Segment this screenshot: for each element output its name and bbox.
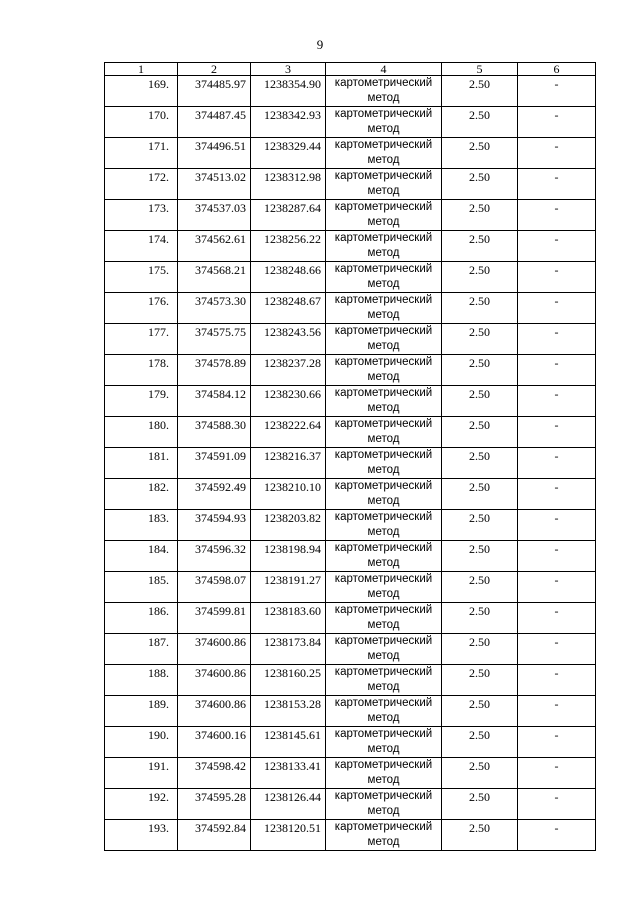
method-label-line-1: картометрический <box>334 201 433 213</box>
accuracy-cell: 2.50 <box>442 696 518 727</box>
x-coordinate-cell: 374487.45 <box>178 107 251 138</box>
point-number-cell: 188. <box>105 665 178 696</box>
y-coordinate-cell: 1238354.90 <box>251 76 326 107</box>
point-number-cell: 180. <box>105 417 178 448</box>
accuracy-cell: 2.50 <box>442 169 518 200</box>
accuracy-cell: 2.50 <box>442 76 518 107</box>
method-label-line-1: картометрический <box>334 635 433 647</box>
y-coordinate-cell: 1238120.51 <box>251 820 326 851</box>
method-cell <box>326 355 442 386</box>
method-label-line-1: картометрический <box>334 666 433 678</box>
point-number-cell: 171. <box>105 138 178 169</box>
method-cell <box>326 634 442 665</box>
y-coordinate-cell: 1238216.37 <box>251 448 326 479</box>
point-number-cell: 190. <box>105 727 178 758</box>
x-coordinate-cell: 374584.12 <box>178 386 251 417</box>
method-label-line-2: метод <box>367 774 400 786</box>
method-label-line-2: метод <box>367 557 400 569</box>
table-row <box>105 510 596 541</box>
table-row <box>105 665 596 696</box>
accuracy-cell: 2.50 <box>442 448 518 479</box>
accuracy-cell: 2.50 <box>442 541 518 572</box>
note-cell: - <box>518 789 596 820</box>
accuracy-cell: 2.50 <box>442 386 518 417</box>
method-label-line-2: метод <box>367 712 400 724</box>
y-coordinate-cell: 1238183.60 <box>251 603 326 634</box>
table-row <box>105 169 596 200</box>
method-label-line-2: метод <box>367 154 400 166</box>
coordinates-table <box>104 62 596 851</box>
y-coordinate-cell: 1238191.27 <box>251 572 326 603</box>
method-cell <box>326 696 442 727</box>
accuracy-cell: 2.50 <box>442 231 518 262</box>
point-number-cell: 169. <box>105 76 178 107</box>
note-cell: - <box>518 417 596 448</box>
note-cell: - <box>518 634 596 665</box>
table-row <box>105 231 596 262</box>
y-coordinate-cell: 1238256.22 <box>251 231 326 262</box>
y-coordinate-cell: 1238237.28 <box>251 355 326 386</box>
method-label-line-2: метод <box>367 247 400 259</box>
y-coordinate-cell: 1238126.44 <box>251 789 326 820</box>
method-label-line-2: метод <box>367 433 400 445</box>
method-label-line-1: картометрический <box>334 108 433 120</box>
y-coordinate-cell: 1238312.98 <box>251 169 326 200</box>
method-label-line-1: картометрический <box>334 728 433 740</box>
note-cell: - <box>518 541 596 572</box>
table-row <box>105 448 596 479</box>
column-header: 2 <box>178 63 251 76</box>
method-label-line-2: метод <box>367 743 400 755</box>
method-cell <box>326 169 442 200</box>
x-coordinate-cell: 374591.09 <box>178 448 251 479</box>
note-cell: - <box>518 603 596 634</box>
method-label-line-2: метод <box>367 340 400 352</box>
method-cell <box>326 386 442 417</box>
method-cell <box>326 727 442 758</box>
accuracy-cell: 2.50 <box>442 200 518 231</box>
x-coordinate-cell: 374485.97 <box>178 76 251 107</box>
point-number-cell: 182. <box>105 479 178 510</box>
accuracy-cell: 2.50 <box>442 293 518 324</box>
method-label-line-1: картометрический <box>334 449 433 461</box>
table-row <box>105 789 596 820</box>
method-cell <box>326 789 442 820</box>
point-number-cell: 184. <box>105 541 178 572</box>
method-cell <box>326 324 442 355</box>
method-cell <box>326 541 442 572</box>
point-number-cell: 181. <box>105 448 178 479</box>
table-row <box>105 758 596 789</box>
point-number-cell: 174. <box>105 231 178 262</box>
method-label-line-2: метод <box>367 588 400 600</box>
method-label-line-2: метод <box>367 402 400 414</box>
method-label-line-1: картометрический <box>334 325 433 337</box>
method-label-line-1: картометрический <box>334 139 433 151</box>
table-row <box>105 386 596 417</box>
page-number: 9 <box>316 37 324 52</box>
x-coordinate-cell: 374598.07 <box>178 572 251 603</box>
table-row <box>105 200 596 231</box>
accuracy-cell: 2.50 <box>442 727 518 758</box>
note-cell: - <box>518 510 596 541</box>
table-row <box>105 634 596 665</box>
note-cell: - <box>518 572 596 603</box>
method-label-line-1: картометрический <box>334 542 433 554</box>
table-row <box>105 541 596 572</box>
method-cell <box>326 293 442 324</box>
note-cell: - <box>518 262 596 293</box>
point-number-cell: 192. <box>105 789 178 820</box>
y-coordinate-cell: 1238145.61 <box>251 727 326 758</box>
note-cell: - <box>518 479 596 510</box>
point-number-cell: 179. <box>105 386 178 417</box>
method-cell <box>326 200 442 231</box>
x-coordinate-cell: 374592.84 <box>178 820 251 851</box>
method-label-line-2: метод <box>367 650 400 662</box>
accuracy-cell: 2.50 <box>442 634 518 665</box>
x-coordinate-cell: 374513.02 <box>178 169 251 200</box>
accuracy-cell: 2.50 <box>442 138 518 169</box>
method-label-line-1: картометрический <box>334 697 433 709</box>
method-label-line-2: метод <box>367 309 400 321</box>
note-cell: - <box>518 665 596 696</box>
x-coordinate-cell: 374578.89 <box>178 355 251 386</box>
y-coordinate-cell: 1238153.28 <box>251 696 326 727</box>
y-coordinate-cell: 1238248.66 <box>251 262 326 293</box>
x-coordinate-cell: 374600.86 <box>178 696 251 727</box>
point-number-cell: 178. <box>105 355 178 386</box>
method-label-line-1: картометрический <box>334 387 433 399</box>
y-coordinate-cell: 1238160.25 <box>251 665 326 696</box>
table-row <box>105 355 596 386</box>
y-coordinate-cell: 1238230.66 <box>251 386 326 417</box>
table-row <box>105 417 596 448</box>
x-coordinate-cell: 374573.30 <box>178 293 251 324</box>
table-header-row <box>105 63 596 76</box>
point-number-cell: 172. <box>105 169 178 200</box>
x-coordinate-cell: 374496.51 <box>178 138 251 169</box>
method-cell <box>326 665 442 696</box>
accuracy-cell: 2.50 <box>442 572 518 603</box>
point-number-cell: 187. <box>105 634 178 665</box>
method-label-line-1: картометрический <box>334 77 433 89</box>
method-cell <box>326 76 442 107</box>
method-label-line-1: картометрический <box>334 232 433 244</box>
method-cell <box>326 820 442 851</box>
method-cell <box>326 448 442 479</box>
point-number-cell: 175. <box>105 262 178 293</box>
y-coordinate-cell: 1238287.64 <box>251 200 326 231</box>
table-row <box>105 572 596 603</box>
y-coordinate-cell: 1238133.41 <box>251 758 326 789</box>
method-cell <box>326 262 442 293</box>
accuracy-cell: 2.50 <box>442 510 518 541</box>
note-cell: - <box>518 324 596 355</box>
point-number-cell: 186. <box>105 603 178 634</box>
method-cell <box>326 603 442 634</box>
y-coordinate-cell: 1238210.10 <box>251 479 326 510</box>
method-label-line-2: метод <box>367 495 400 507</box>
point-number-cell: 177. <box>105 324 178 355</box>
accuracy-cell: 2.50 <box>442 758 518 789</box>
y-coordinate-cell: 1238243.56 <box>251 324 326 355</box>
x-coordinate-cell: 374562.61 <box>178 231 251 262</box>
method-label-line-2: метод <box>367 371 400 383</box>
method-label-line-1: картометрический <box>334 170 433 182</box>
method-label-line-2: метод <box>367 464 400 476</box>
method-label-line-1: картометрический <box>334 480 433 492</box>
note-cell: - <box>518 138 596 169</box>
x-coordinate-cell: 374537.03 <box>178 200 251 231</box>
method-label-line-2: метод <box>367 681 400 693</box>
accuracy-cell: 2.50 <box>442 417 518 448</box>
method-label-line-1: картометрический <box>334 511 433 523</box>
accuracy-cell: 2.50 <box>442 789 518 820</box>
method-label-line-1: картометрический <box>334 573 433 585</box>
y-coordinate-cell: 1238342.93 <box>251 107 326 138</box>
method-label-line-1: картометрический <box>334 604 433 616</box>
method-cell <box>326 417 442 448</box>
note-cell: - <box>518 727 596 758</box>
method-cell <box>326 572 442 603</box>
method-label-line-2: метод <box>367 92 400 104</box>
point-number-cell: 176. <box>105 293 178 324</box>
method-label-line-2: метод <box>367 278 400 290</box>
table-row <box>105 696 596 727</box>
point-number-cell: 189. <box>105 696 178 727</box>
table-row <box>105 727 596 758</box>
column-header: 3 <box>251 63 326 76</box>
method-label-line-1: картометрический <box>334 821 433 833</box>
method-label-line-2: метод <box>367 216 400 228</box>
column-header: 4 <box>326 63 442 76</box>
method-label-line-1: картометрический <box>334 294 433 306</box>
point-number-cell: 185. <box>105 572 178 603</box>
note-cell: - <box>518 696 596 727</box>
method-label-line-1: картометрический <box>334 418 433 430</box>
point-number-cell: 191. <box>105 758 178 789</box>
x-coordinate-cell: 374592.49 <box>178 479 251 510</box>
accuracy-cell: 2.50 <box>442 324 518 355</box>
x-coordinate-cell: 374596.32 <box>178 541 251 572</box>
note-cell: - <box>518 355 596 386</box>
table-row <box>105 262 596 293</box>
note-cell: - <box>518 386 596 417</box>
x-coordinate-cell: 374595.28 <box>178 789 251 820</box>
method-label-line-1: картометрический <box>334 263 433 275</box>
accuracy-cell: 2.50 <box>442 355 518 386</box>
column-header: 6 <box>518 63 596 76</box>
table-row <box>105 324 596 355</box>
x-coordinate-cell: 374599.81 <box>178 603 251 634</box>
method-label-line-1: картометрический <box>334 790 433 802</box>
accuracy-cell: 2.50 <box>442 262 518 293</box>
y-coordinate-cell: 1238222.64 <box>251 417 326 448</box>
method-label-line-2: метод <box>367 619 400 631</box>
method-label-line-2: метод <box>367 836 400 848</box>
point-number-cell: 193. <box>105 820 178 851</box>
x-coordinate-cell: 374600.86 <box>178 665 251 696</box>
column-header: 1 <box>105 63 178 76</box>
y-coordinate-cell: 1238248.67 <box>251 293 326 324</box>
note-cell: - <box>518 76 596 107</box>
table-row <box>105 138 596 169</box>
note-cell: - <box>518 448 596 479</box>
note-cell: - <box>518 200 596 231</box>
accuracy-cell: 2.50 <box>442 603 518 634</box>
note-cell: - <box>518 169 596 200</box>
note-cell: - <box>518 107 596 138</box>
note-cell: - <box>518 758 596 789</box>
accuracy-cell: 2.50 <box>442 820 518 851</box>
note-cell: - <box>518 293 596 324</box>
x-coordinate-cell: 374600.16 <box>178 727 251 758</box>
table-row <box>105 107 596 138</box>
method-label-line-1: картометрический <box>334 759 433 771</box>
table-row <box>105 820 596 851</box>
method-label-line-1: картометрический <box>334 356 433 368</box>
point-number-cell: 173. <box>105 200 178 231</box>
note-cell: - <box>518 820 596 851</box>
method-cell <box>326 479 442 510</box>
accuracy-cell: 2.50 <box>442 107 518 138</box>
method-cell <box>326 758 442 789</box>
table-row <box>105 479 596 510</box>
method-label-line-2: метод <box>367 185 400 197</box>
table-row <box>105 76 596 107</box>
table-row <box>105 293 596 324</box>
x-coordinate-cell: 374588.30 <box>178 417 251 448</box>
accuracy-cell: 2.50 <box>442 665 518 696</box>
y-coordinate-cell: 1238203.82 <box>251 510 326 541</box>
y-coordinate-cell: 1238198.94 <box>251 541 326 572</box>
note-cell: - <box>518 231 596 262</box>
x-coordinate-cell: 374598.42 <box>178 758 251 789</box>
method-cell <box>326 138 442 169</box>
method-cell <box>326 107 442 138</box>
x-coordinate-cell: 374600.86 <box>178 634 251 665</box>
y-coordinate-cell: 1238329.44 <box>251 138 326 169</box>
method-cell <box>326 510 442 541</box>
x-coordinate-cell: 374594.93 <box>178 510 251 541</box>
x-coordinate-cell: 374575.75 <box>178 324 251 355</box>
accuracy-cell: 2.50 <box>442 479 518 510</box>
method-cell <box>326 231 442 262</box>
y-coordinate-cell: 1238173.84 <box>251 634 326 665</box>
x-coordinate-cell: 374568.21 <box>178 262 251 293</box>
point-number-cell: 183. <box>105 510 178 541</box>
method-label-line-2: метод <box>367 526 400 538</box>
table-row <box>105 603 596 634</box>
method-label-line-2: метод <box>367 123 400 135</box>
method-label-line-2: метод <box>367 805 400 817</box>
point-number-cell: 170. <box>105 107 178 138</box>
column-header: 5 <box>442 63 518 76</box>
